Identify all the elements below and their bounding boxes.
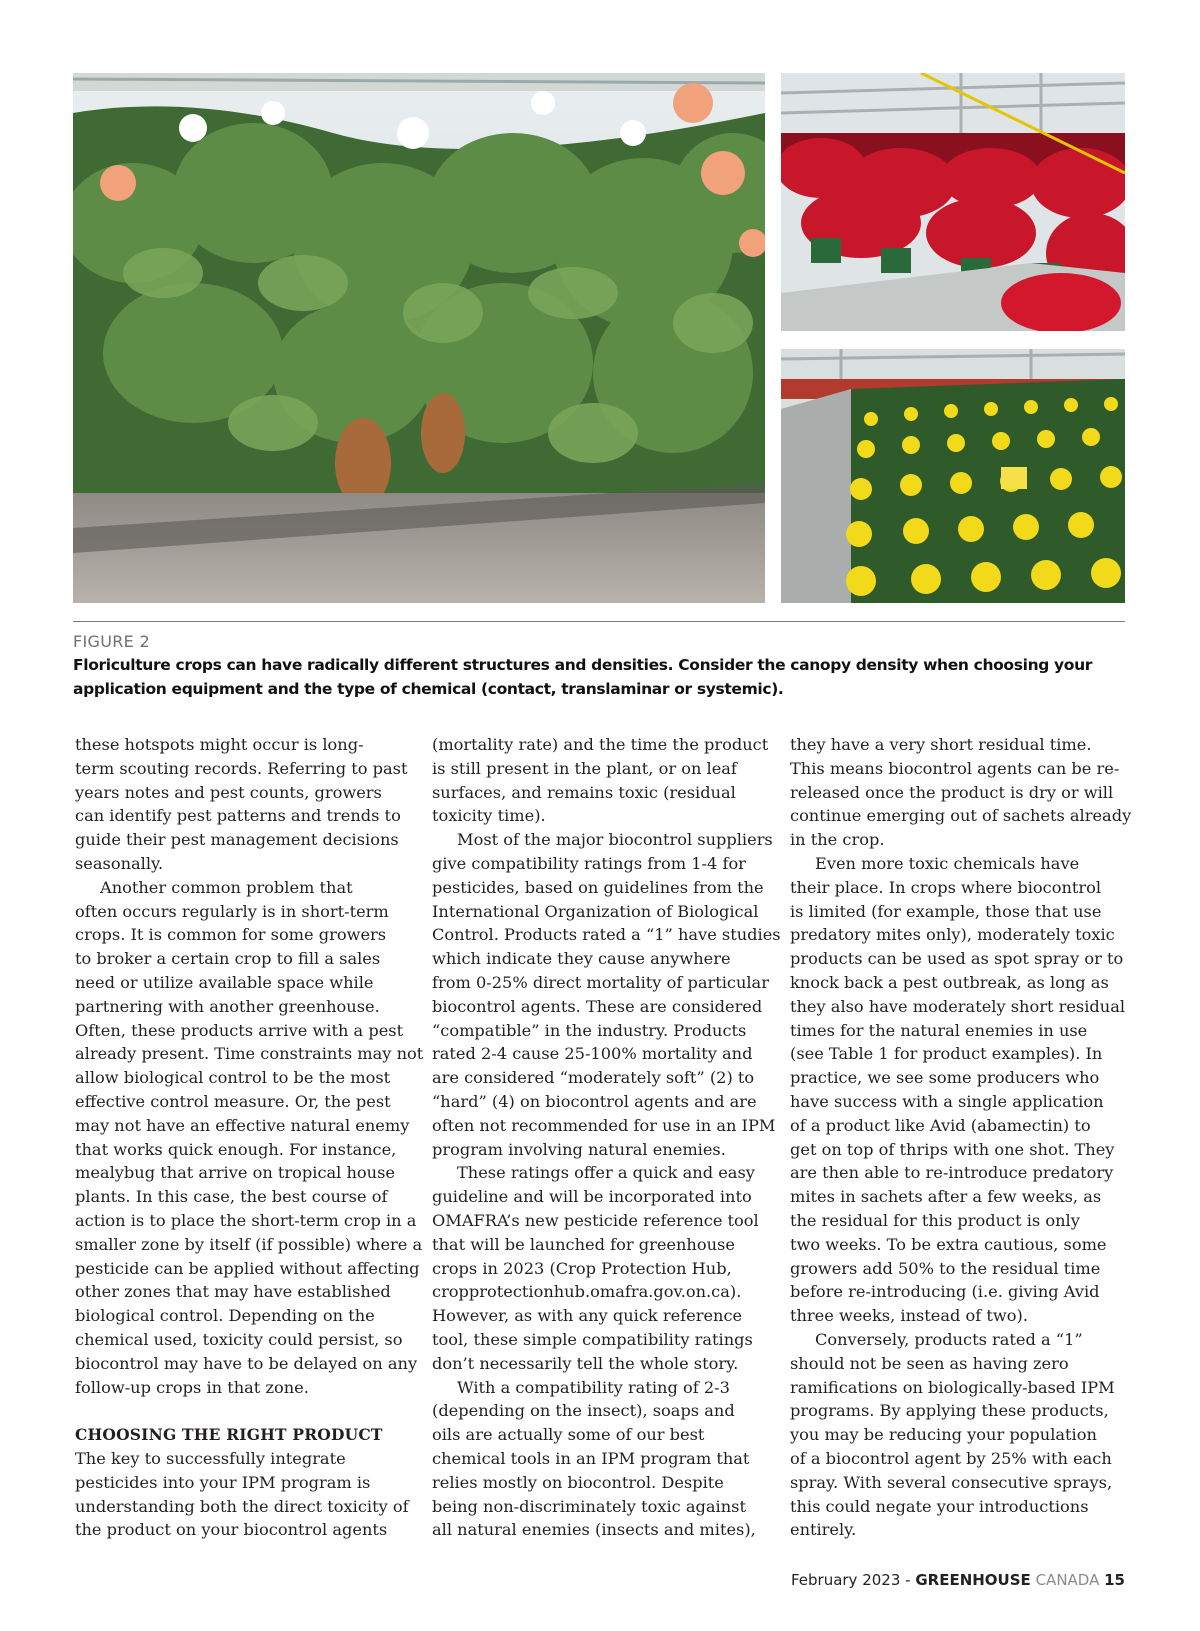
text-line: “hard” (4) on biocontrol agents and are (432, 1091, 757, 1111)
text-line: International Organization of Biological (432, 901, 759, 921)
text-line: seasonally. (75, 853, 164, 873)
text-line: is limited (for example, those that use (790, 901, 1102, 921)
text-line: are then able to re-introduce predatory (790, 1163, 1114, 1183)
text-line: growers add 50% to the residual time (790, 1258, 1101, 1278)
text-line: follow-up crops in that zone. (75, 1377, 309, 1397)
text-line: predatory mites only), moderately toxic (790, 925, 1115, 945)
text-line: can identify pest patterns and trends to (75, 806, 401, 826)
text-line: plants. In this case, the best course of (75, 1187, 388, 1207)
text-line: chemical used, toxicity could persist, so (75, 1329, 403, 1349)
text-line: entirely. (790, 1520, 857, 1540)
text-line: other zones that may have established (75, 1282, 391, 1302)
text-line: in the crop. (790, 830, 885, 850)
caption-line: Floriculture crops can have radically different structures and densities. Consider the canopy density when choosing your (73, 656, 1093, 674)
text-line: three weeks, instead of two). (790, 1306, 1028, 1326)
text-line: that works quick enough. For instance, (75, 1139, 397, 1159)
text-line: get on top of thrips with one shot. They (790, 1139, 1115, 1159)
begonia-crop-photo (781, 349, 1125, 603)
text-line: practice, we see some producers who (790, 1068, 1100, 1088)
text-line: Most of the major biocontrol suppliers (457, 830, 773, 850)
text-line: OMAFRA’s new pesticide reference tool (432, 1210, 759, 1230)
page-number: 15 (1104, 1571, 1125, 1589)
text-line: years notes and pest counts, growers (75, 782, 382, 802)
text-line: being non-discriminately toxic against (432, 1496, 746, 1516)
text-line: crops in 2023 (Crop Protection Hub, (432, 1258, 732, 1278)
text-line: effective control measure. Or, the pest (75, 1091, 391, 1111)
text-line: program involving natural enemies. (432, 1139, 726, 1159)
text-line: (see Table 1 for product examples). In (790, 1044, 1103, 1064)
figure-label: FIGURE 2 (73, 632, 150, 651)
text-line: partnering with another greenhouse. (75, 996, 380, 1016)
text-line: times for the natural enemies in use (790, 1020, 1088, 1040)
text-line: With a compatibility rating of 2-3 (457, 1377, 730, 1397)
text-line: spray. With several consecutive sprays, (790, 1472, 1113, 1492)
text-line: of a biocontrol agent by 25% with each (790, 1448, 1112, 1468)
text-line: However, as with any quick reference (432, 1306, 743, 1326)
page-footer (791, 1571, 1125, 1589)
text-line: relies mostly on biocontrol. Despite (432, 1472, 724, 1492)
caption-line: application equipment and the type of chemical (contact, translaminar or systemic). (73, 679, 784, 698)
text-line: give compatibility ratings from 1-4 for (432, 853, 746, 873)
text-line: from 0-25% direct mortality of particular (432, 972, 769, 992)
text-line: is still present in the plant, or on leaf (432, 758, 737, 778)
text-line: smaller zone by itself (if possible) where a (75, 1234, 423, 1254)
text-line: action is to place the short-term crop in a (75, 1210, 417, 1230)
text-line: Another common problem that (100, 877, 353, 897)
text-line: their place. In crops where biocontrol (790, 877, 1102, 897)
footer-date: February 2023 - (790, 1571, 911, 1589)
text-line: the product on your biocontrol agents (75, 1520, 388, 1540)
text-line: rated 2-4 cause 25-100% mortality and (432, 1044, 753, 1064)
text-line: products can be used as spot spray or to (790, 949, 1124, 969)
text-line: often occurs regularly is in short-term (75, 901, 389, 921)
text-line: “compatible” in the industry. Products (432, 1020, 747, 1040)
text-line: crops. It is common for some growers (75, 925, 387, 945)
text-line: released once the product is dry or will (790, 782, 1114, 802)
text-line: all natural enemies (insects and mites), (432, 1520, 756, 1540)
text-line: These ratings offer a quick and easy (457, 1163, 755, 1183)
text-line: This means biocontrol agents can be re- (790, 758, 1120, 778)
text-line: they have a very short residual time. (790, 735, 1092, 754)
text-line: biocontrol agents. These are considered (432, 996, 763, 1016)
text-line: programs. By applying these products, (790, 1401, 1109, 1421)
text-line: Control. Products rated a “1” have studies (432, 925, 781, 945)
text-line: Often, these products arrive with a pest (75, 1020, 404, 1040)
text-line: Conversely, products rated a “1” (815, 1329, 1083, 1349)
text-line: cropprotectionhub.omafra.gov.on.ca). (432, 1282, 742, 1302)
text-line: these hotspots might occur is long- (75, 735, 364, 754)
text-line: which indicate they cause anywhere (432, 949, 731, 969)
footer-publication-suffix: CANADA (1035, 1571, 1100, 1589)
text-line: mealybug that arrive on tropical house (75, 1163, 395, 1183)
article-column-1 (75, 733, 423, 1542)
text-line: that will be launched for greenhouse (432, 1234, 735, 1254)
text-line: pesticides, based on guidelines from the (432, 877, 764, 897)
text-line: (depending on the insect), soaps and (432, 1401, 735, 1421)
text-line: guide their pest management decisions (75, 830, 399, 850)
text-line: this could negate your introductions (790, 1496, 1089, 1516)
article-column-3 (790, 733, 1131, 1542)
text-line: should not be seen as having zero (790, 1353, 1069, 1373)
figure-caption (73, 654, 1133, 701)
text-line: chemical tools in an IPM program that (432, 1448, 750, 1468)
text-line: they also have moderately short residual (790, 996, 1126, 1016)
text-line: The key to successfully integrate (75, 1448, 346, 1468)
text-line: term scouting records. Referring to past (75, 758, 408, 778)
text-line: allow biological control to be the most (75, 1068, 391, 1088)
text-line: understanding both the direct toxicity of (75, 1496, 409, 1516)
text-line: biocontrol may have to be delayed on any (75, 1353, 418, 1373)
text-line: biological control. Depending on the (75, 1306, 375, 1326)
text-line: to broker a certain crop to fill a sales (75, 949, 381, 969)
text-line: guideline and will be incorporated into (432, 1187, 752, 1207)
text-line: Even more toxic chemicals have (815, 853, 1080, 873)
text-line: surfaces, and remains toxic (residual (432, 782, 736, 802)
text-line: knock back a pest outbreak, as long as (790, 972, 1109, 992)
section-heading: CHOOSING THE RIGHT PRODUCT (75, 1425, 383, 1445)
text-line: before re-introducing (i.e. giving Avid (790, 1282, 1100, 1302)
text-line: are considered “moderately soft” (2) to (432, 1068, 755, 1088)
text-line: you may be reducing your population (790, 1425, 1097, 1445)
footer-publication: GREENHOUSE (915, 1571, 1031, 1589)
text-line: need or utilize available space while (75, 972, 374, 992)
text-line: often not recommended for use in an IPM (432, 1115, 776, 1135)
text-line: tool, these simple compatibility ratings (432, 1329, 753, 1349)
text-line: two weeks. To be extra cautious, some (790, 1234, 1107, 1254)
text-line: continue emerging out of sachets already (790, 806, 1132, 826)
text-line: the residual for this product is only (790, 1210, 1080, 1230)
text-line: already present. Time constraints may not (75, 1044, 424, 1064)
gerbera-crop-photo (73, 73, 765, 603)
text-line: toxicity time). (432, 806, 546, 826)
text-line: of a product like Avid (abamectin) to (790, 1115, 1091, 1135)
text-line: pesticides into your IPM program is (75, 1472, 371, 1492)
text-line: oils are actually some of our best (432, 1425, 705, 1445)
text-line: ramifications on biologically-based IPM (790, 1377, 1115, 1397)
text-line: have success with a single application (790, 1091, 1104, 1111)
text-line: (mortality rate) and the time the product (432, 735, 769, 754)
text-line: mites in sachets after a few weeks, as (790, 1187, 1102, 1207)
text-line: don’t necessarily tell the whole story. (432, 1353, 739, 1373)
figure-divider (73, 621, 1125, 622)
text-line: pesticide can be applied without affecting (75, 1258, 420, 1278)
article-column-2 (432, 733, 781, 1542)
text-line: may not have an effective natural enemy (75, 1115, 410, 1135)
poinsettia-crop-photo (781, 73, 1125, 331)
